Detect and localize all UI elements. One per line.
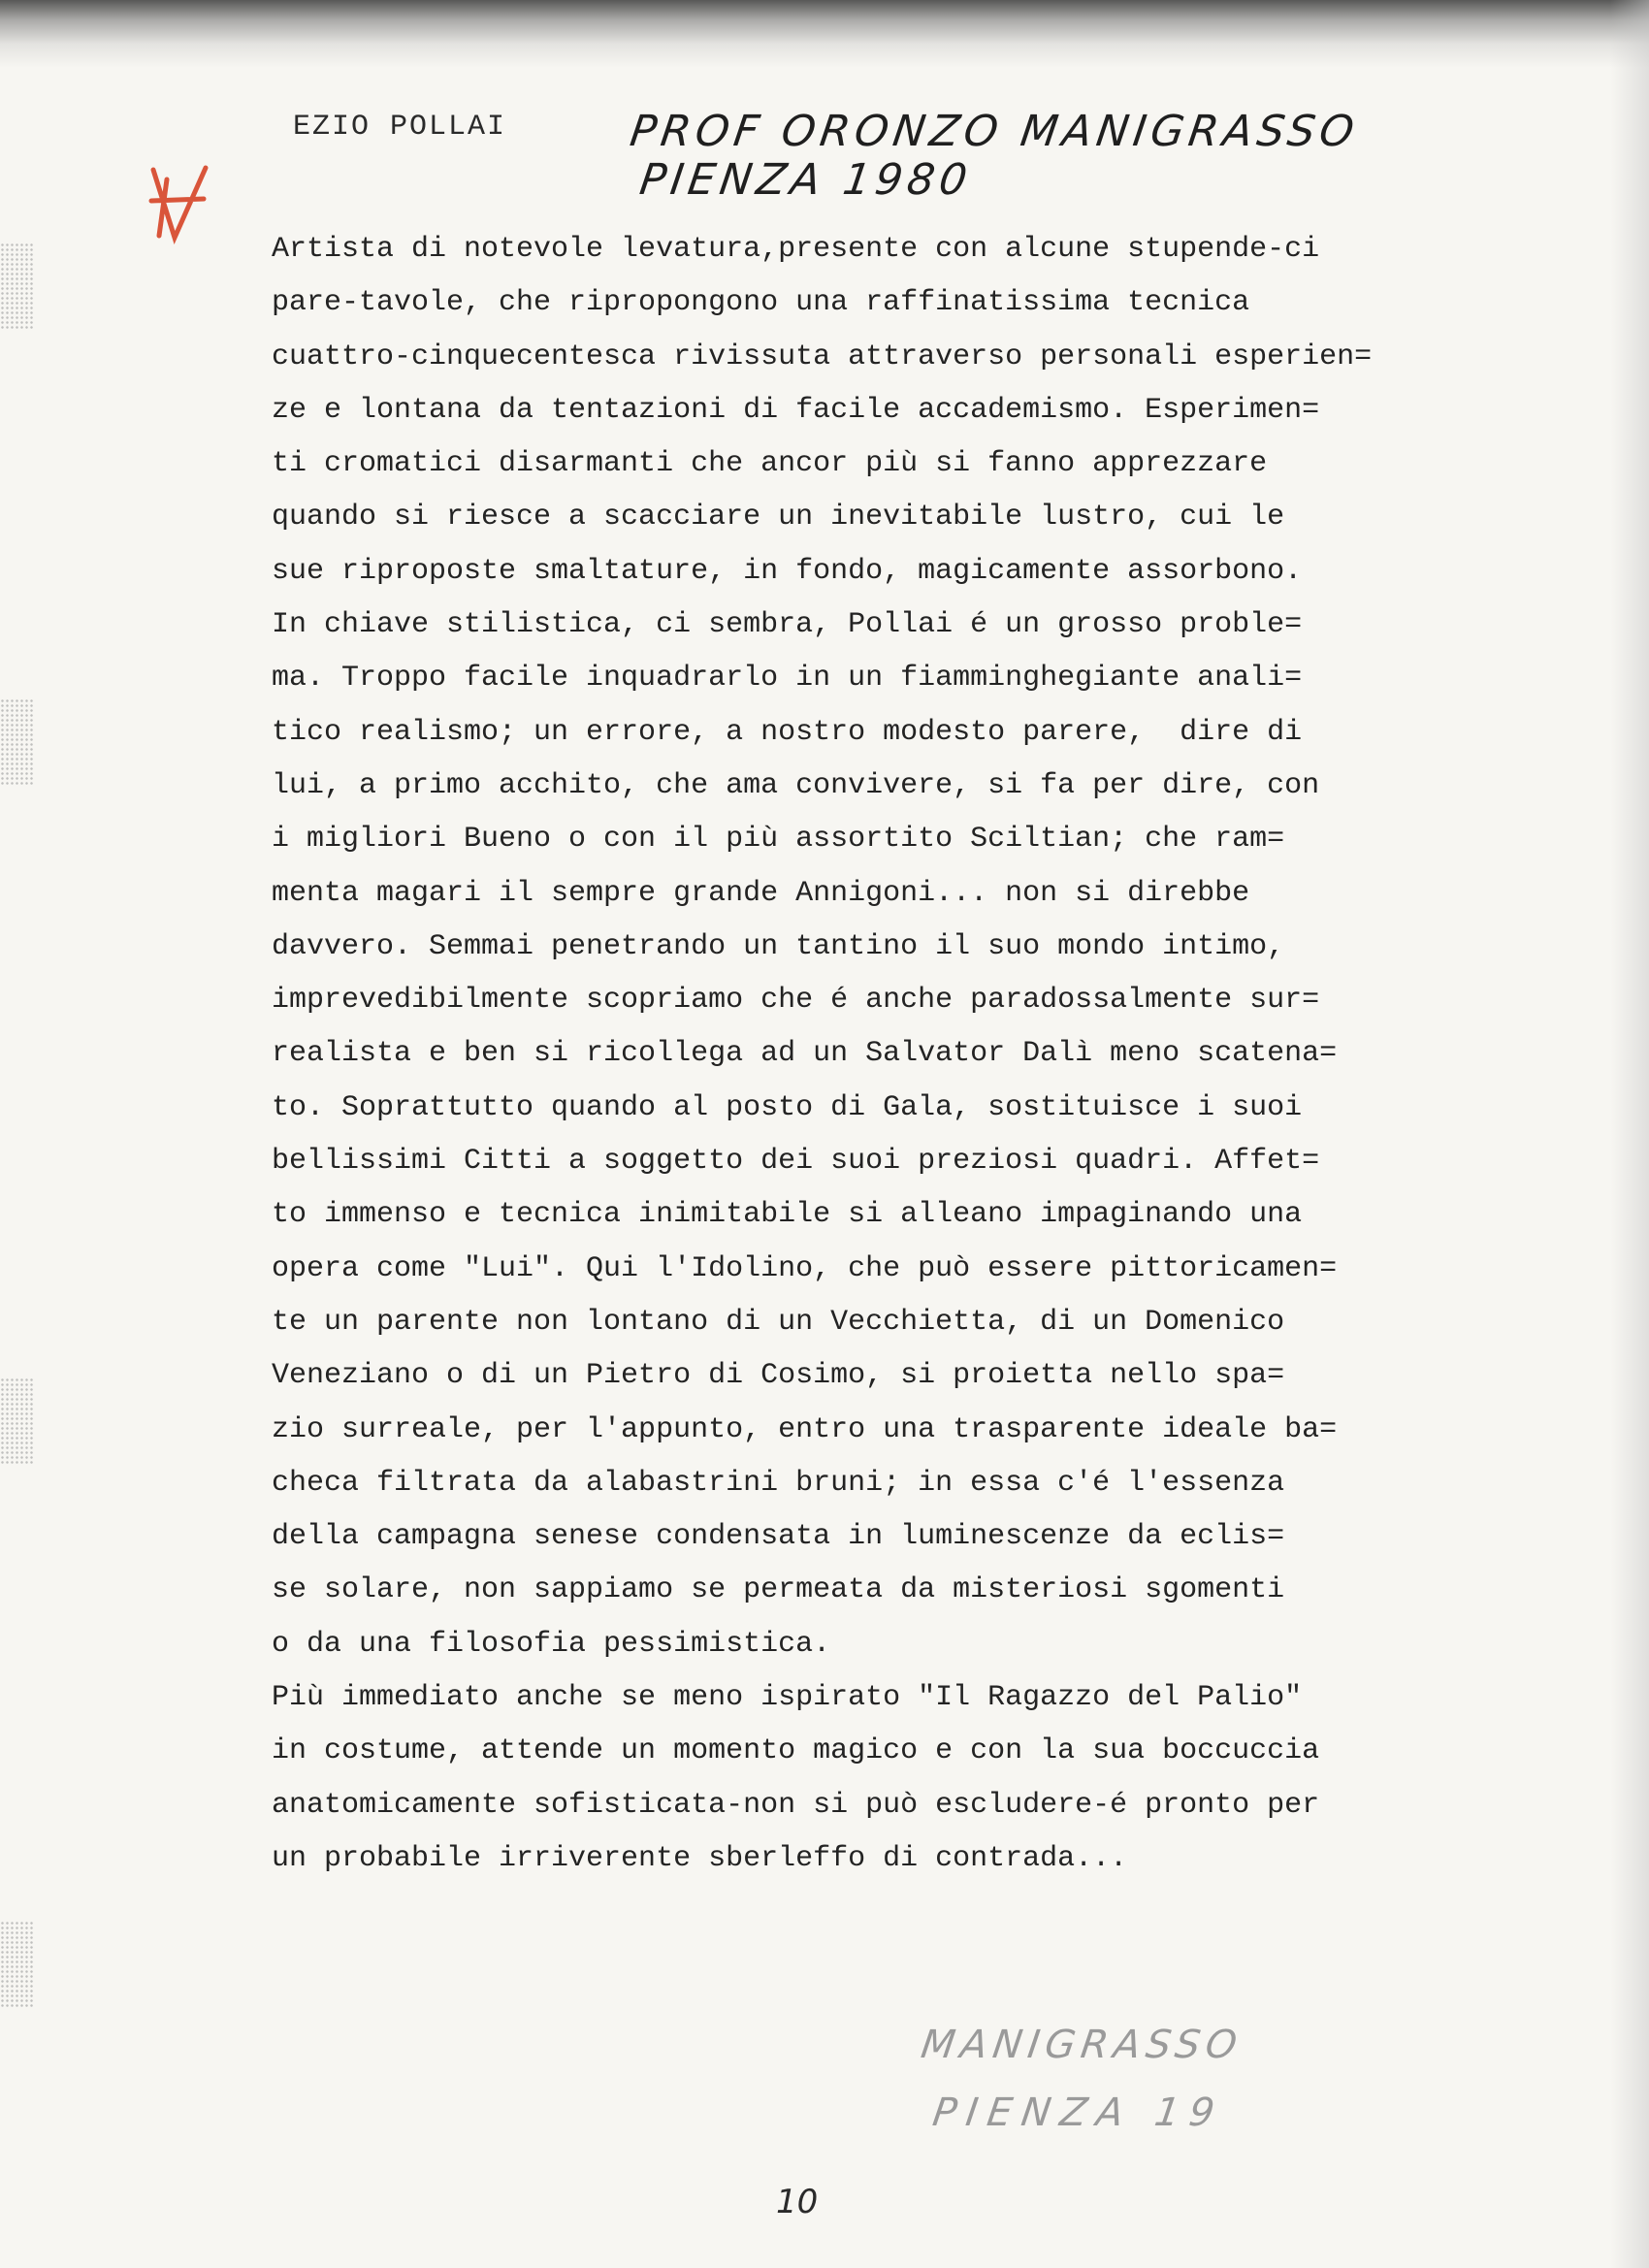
punch-hole-mark [0, 243, 33, 330]
handwritten-signature-line-1: MANIGRASSO [918, 2023, 1245, 2067]
punch-hole-mark [0, 1921, 33, 2008]
body-line: se solare, non sappiamo se permeata da misteriosi sgomenti [272, 1573, 1285, 1607]
body-line: della campagna senese condensata in luminescenze da eclis= [272, 1520, 1285, 1554]
body-line: davvero. Semmai penetrando un tantino il suo mondo intimo, [272, 929, 1285, 963]
body-line: lui, a primo acchito, che ama convivere, si fa per dire, con [272, 768, 1320, 802]
article-body [272, 223, 1494, 1886]
handwritten-signature-line-2: PIENZA 19 [929, 2090, 1227, 2135]
body-line: ti cromatici disarmanti che ancor più si fanno apprezzare [272, 447, 1268, 481]
body-line: Più immediato anche se meno ispirato "Il Ragazzo del Palio" [272, 1681, 1303, 1715]
body-line: menta magari il sempre grande Annigoni... non si direbbe [272, 876, 1250, 910]
body-line: to immenso e tecnica inimitabile si alleano impaginando una [272, 1198, 1303, 1232]
body-line: in costume, attende un momento magico e con la sua boccuccia [272, 1734, 1320, 1768]
body-line: realista e ben si ricollega ad un Salvator Dalì meno scatena= [272, 1037, 1338, 1071]
punch-hole-mark [0, 1377, 33, 1465]
scan-shadow-right [1610, 0, 1649, 2268]
body-line: un probabile irriverente sberleffo di contrada... [272, 1841, 1128, 1875]
body-line: ze e lontana da tentazioni di facile accademismo. Esperimen= [272, 393, 1320, 427]
body-line: opera come "Lui". Qui l'Idolino, che può essere pittoricamen= [272, 1251, 1338, 1285]
punch-hole-mark [0, 698, 33, 786]
body-line: to. Soprattutto quando al posto di Gala, sostituisce i suoi [272, 1090, 1303, 1124]
body-line: tico realismo; un errore, a nostro modesto parere, dire di [272, 715, 1303, 749]
page-number: 10 [776, 2183, 819, 2221]
body-line: i migliori Bueno o con il più assortito Sciltian; che ram= [272, 823, 1285, 857]
handwritten-note-line-2: PIENZA 1980 [636, 155, 976, 205]
body-line: o da una filosofia pessimistica. [272, 1627, 831, 1661]
body-line: ma. Troppo facile inquadrarlo in un fiamminghegiante anali= [272, 662, 1303, 696]
body-line: checa filtrata da alabastrini bruni; in essa c'é l'essenza [272, 1466, 1285, 1500]
body-line: sue riproposte smaltature, in fondo, magicamente assorbono. [272, 554, 1303, 588]
body-line: Artista di notevole levatura,presente con alcune stupende-ci [272, 233, 1320, 266]
author-name: EZIO POLLAI [293, 111, 507, 144]
body-line: Veneziano o di un Pietro di Cosimo, si proietta nello spa= [272, 1359, 1285, 1393]
body-line: anatomicamente sofisticata-non si può escludere-é pronto per [272, 1788, 1320, 1822]
body-line: imprevedibilmente scopriamo che é anche paradossalmente sur= [272, 984, 1320, 1018]
body-line: cuattro-cinquecentesca rivissuta attraverso personali esperien= [272, 340, 1373, 373]
body-line: te un parente non lontano di un Vecchietta, di un Domenico [272, 1305, 1285, 1339]
red-check-mark [146, 160, 215, 247]
body-line: bellissimi Citti a soggetto dei suoi preziosi quadri. Affet= [272, 1145, 1320, 1179]
handwritten-note-line-1: PROF ORONZO MANIGRASSO [627, 107, 1362, 156]
body-line: zio surreale, per l'appunto, entro una trasparente ideale ba= [272, 1412, 1338, 1446]
body-line: quando si riesce a scacciare un inevitabile lustro, cui le [272, 501, 1285, 535]
scan-shadow-top [0, 0, 1649, 68]
body-line: pare-tavole, che ripropongono una raffinatissima tecnica [272, 286, 1250, 320]
body-line: In chiave stilistica, ci sembra, Pollai é un grosso proble= [272, 608, 1303, 642]
